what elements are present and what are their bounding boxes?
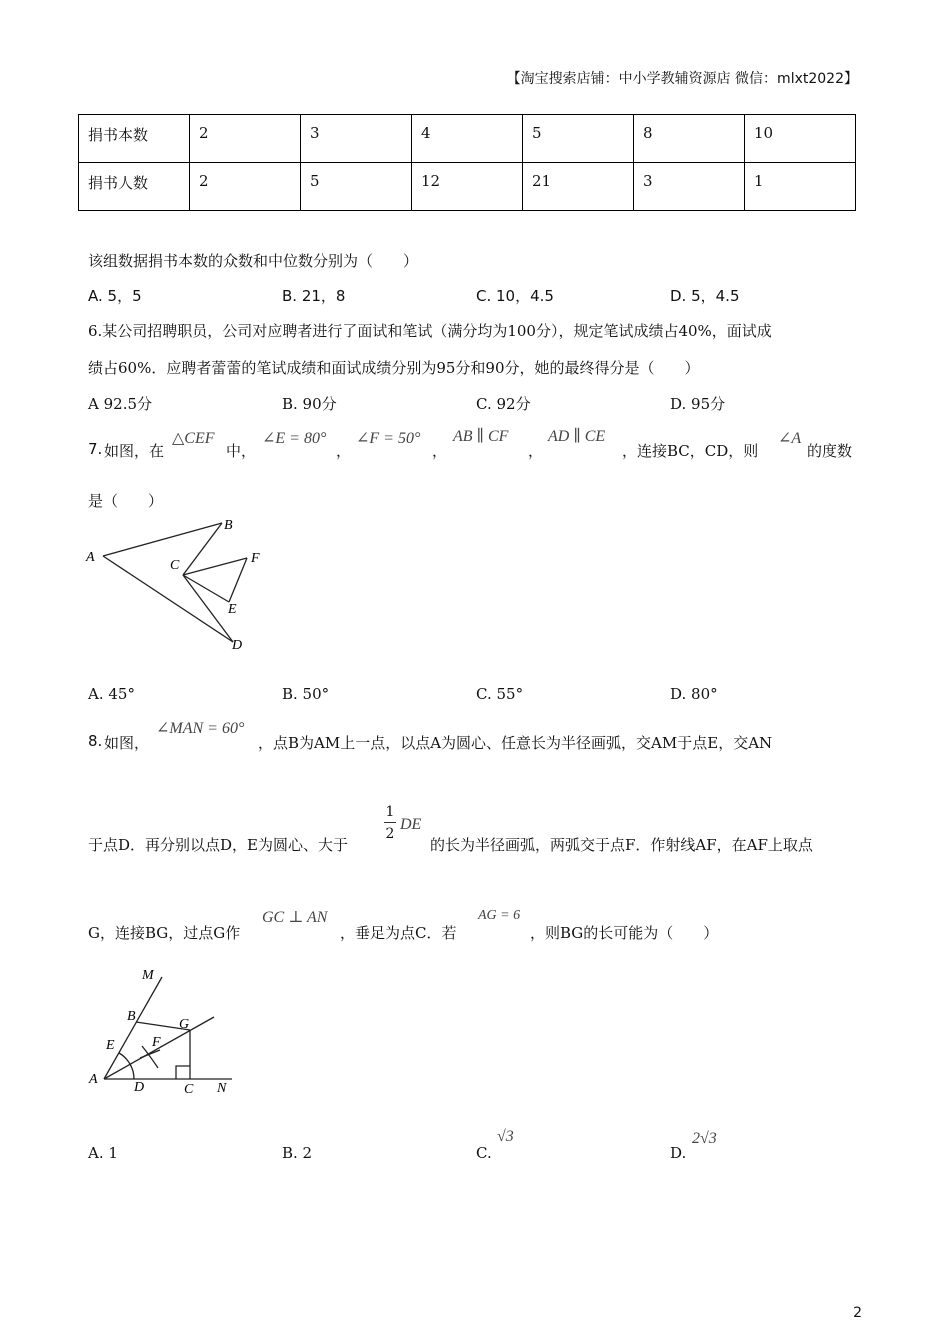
q8-label-n: N — [217, 1081, 227, 1096]
q7-text4: 的度数 — [807, 442, 853, 460]
q7-seg-ce — [183, 575, 229, 602]
q7-label-c: C — [170, 558, 180, 573]
q7-seg-cd — [183, 575, 233, 642]
table-cell: 2 — [190, 115, 301, 163]
q5-option-c: C. 10，4.5 — [476, 287, 554, 305]
table-cell: 3 — [301, 115, 412, 163]
q7-comma: ， — [432, 442, 448, 460]
page-number: 2 — [853, 1305, 862, 1321]
q7-option-c: C. 55° — [476, 685, 524, 703]
table-cell: 3 — [634, 163, 745, 211]
q8-label-d: D — [134, 1080, 145, 1095]
q8-math-angle-man: ∠MAN = 60° — [156, 720, 245, 737]
table-row — [79, 163, 856, 211]
table-cell: 8 — [634, 115, 745, 163]
q8-math-gc-perp-an: GC ⊥ AN — [262, 909, 328, 926]
q5-option-d: D. 5，4.5 — [670, 287, 740, 305]
q7-label-f: F — [251, 551, 260, 566]
q7-figure — [80, 510, 280, 660]
table-cell: 捐书本数 — [79, 115, 190, 163]
q8-text2: ，点B为AM上一点，以点A为圆心、任意长为半径画弧，交AM于点E，交AN — [258, 734, 773, 752]
q7-seg-ab — [103, 523, 222, 556]
q7-math-ad-parallel-ce: AD ∥ CE — [548, 428, 606, 445]
q8-line2a: 于点D．再分别以点D，E为圆心、大于 — [88, 836, 349, 854]
q7-option-b: B. 50° — [282, 685, 330, 703]
q5-option-a: A. 5，5 — [88, 287, 142, 305]
q8-frac-numerator: 1 — [385, 804, 395, 820]
q8-option-c-math: √3 — [497, 1128, 514, 1145]
q8-line3a: G，连接BG，过点G作 — [88, 924, 241, 942]
q8-label-b: B — [127, 1009, 136, 1024]
q8-option-b: B. 2 — [282, 1144, 313, 1162]
q8-label-f: F — [152, 1035, 161, 1050]
q6-option-a: A 92.5分 — [88, 395, 152, 413]
table-cell: 5 — [301, 163, 412, 211]
q8-option-d: D. — [670, 1144, 687, 1162]
q8-option-c: C. — [476, 1144, 492, 1162]
q8-line2b: 的长为半径画弧，两弧交于点F．作射线AF，在AF上取点 — [430, 836, 813, 854]
table-row — [79, 115, 856, 163]
q7-math-angle-e: ∠E = 80° — [262, 430, 327, 447]
q8-line3b: ，垂足为点C．若 — [340, 924, 457, 942]
q7-seg-cf — [183, 558, 247, 575]
q6-line2: 绩占60%．应聘者蕾蕾的笔试成绩和面试成绩分别为95分和90分，她的最终得分是（ ） — [88, 359, 700, 377]
q8-ray-am — [104, 977, 162, 1079]
q5-option-b: B. 21，8 — [282, 287, 346, 305]
q7-seg-bc — [183, 523, 222, 575]
q5-stem: 该组数据捐书本数的众数和中位数分别为（ ） — [88, 252, 419, 270]
q7-number: 7. — [88, 440, 103, 458]
q7-text3: ，连接BC，CD，则 — [622, 442, 759, 460]
table-cell: 2 — [190, 163, 301, 211]
q7-option-a: A. 45° — [88, 685, 135, 703]
q7-text1: 如图，在 — [104, 442, 165, 460]
q8-math-ag: AG = 6 — [478, 908, 521, 923]
q7-option-d: D. 80° — [670, 685, 718, 703]
q7-comma: ， — [528, 442, 544, 460]
q7-label-b: B — [224, 518, 233, 533]
q8-math-de: DE — [400, 816, 422, 833]
table-cell: 5 — [523, 115, 634, 163]
table-cell: 12 — [412, 163, 523, 211]
q7-seg-fe — [229, 558, 247, 602]
q7-math-angle-a: ∠A — [778, 430, 802, 447]
page-header: 【淘宝搜索店铺：中小学教辅资源店 微信：mlxt2022】 — [506, 71, 858, 87]
q6-line1: 6.某公司招聘职员，公司对应聘者进行了面试和笔试（满分均为100分），规定笔试成绩占40%，面试成 — [88, 322, 772, 340]
q8-label-m: M — [142, 968, 154, 983]
q8-right-angle-mark — [176, 1066, 190, 1079]
table-cell: 4 — [412, 115, 523, 163]
q7-seg-ad — [103, 556, 233, 642]
q8-figure — [84, 962, 244, 1102]
q8-number: 8. — [88, 732, 103, 750]
q8-label-a: A — [89, 1072, 98, 1087]
table-cell: 捐书人数 — [79, 163, 190, 211]
table-cell: 21 — [523, 163, 634, 211]
q7-comma: ， — [336, 442, 352, 460]
q7-math-angle-f: ∠F = 50° — [356, 430, 421, 447]
q6-option-d: D. 95分 — [670, 395, 726, 413]
q8-frac-denominator: 2 — [385, 826, 395, 842]
table-cell: 1 — [745, 163, 856, 211]
q7-text2: 中， — [226, 442, 257, 460]
q8-option-d-math: 2√3 — [692, 1130, 717, 1147]
q8-frac-bar — [384, 822, 396, 823]
q8-text1: 如图， — [104, 734, 150, 752]
q7-math-triangle: △CEF — [172, 430, 215, 447]
table-cell: 10 — [745, 115, 856, 163]
q6-option-c: C. 92分 — [476, 395, 531, 413]
q7-label-a: A — [86, 550, 95, 565]
q7-line2: 是（ ） — [88, 492, 164, 510]
q7-math-ab-parallel-cf: AB ∥ CF — [453, 428, 509, 445]
q8-line3c: ，则BG的长可能为（ ） — [530, 924, 719, 942]
q6-option-b: B. 90分 — [282, 395, 337, 413]
data-table — [78, 114, 856, 211]
q7-label-d: D — [232, 638, 243, 653]
q8-option-a: A. 1 — [88, 1144, 118, 1162]
q8-label-e: E — [106, 1038, 115, 1053]
q8-label-g: G — [179, 1017, 190, 1032]
q8-label-c: C — [184, 1082, 194, 1097]
q7-label-e: E — [228, 602, 237, 617]
